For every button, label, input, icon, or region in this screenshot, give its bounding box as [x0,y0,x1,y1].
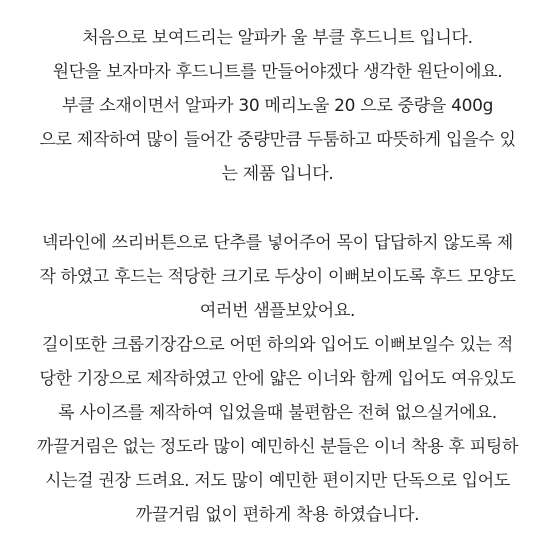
text-line: 당한 기장으로 제작하였고 안에 얇은 이너와 함께 입어도 여유있도 [39,369,516,389]
text-line: 까끌거림 없이 편하게 착용 하였습니다. [135,505,420,525]
text-line: 작 하였고 후드는 적당한 크기로 두상이 이뻐보이도록 후드 모양도 [39,267,516,287]
text-line: 록 사이즈를 제작하여 입었을때 불편함은 전혀 없으실거에요. [58,403,497,423]
text-line: 부클 소재이면서 알파카 30 메리노울 20 으로 중량을 400g [61,96,494,116]
text-line: 넥라인에 쓰리버튼으로 단추를 넣어주어 목이 답답하지 않도록 제 [41,233,514,253]
paragraph-details [0,226,555,532]
text-line: 는 제품 입니다. [221,164,334,184]
text-line: 처음으로 보여드리는 알파카 울 부클 후드니트 입니다. [82,28,473,48]
text-line: 시는걸 권장 드려요. 저도 많이 예민한 편이지만 단독으로 입어도 [44,471,511,491]
text-line: 으로 제작하여 많이 들어간 중량만큼 두툼하고 따뜻하게 입을수 있 [39,130,516,150]
paragraph-intro [0,21,555,191]
text-line: 까끌거림은 없는 정도라 많이 예민하신 분들은 이너 착용 후 피팅하 [36,437,519,457]
text-line: 길이또한 크롭기장감으로 어떤 하의와 입어도 이뻐보일수 있는 적 [41,335,514,355]
text-line: 여러번 샘플보았어요. [199,301,356,321]
text-line: 원단을 보자마자 후드니트를 만들어야겠다 생각한 원단이에요. [52,62,503,82]
